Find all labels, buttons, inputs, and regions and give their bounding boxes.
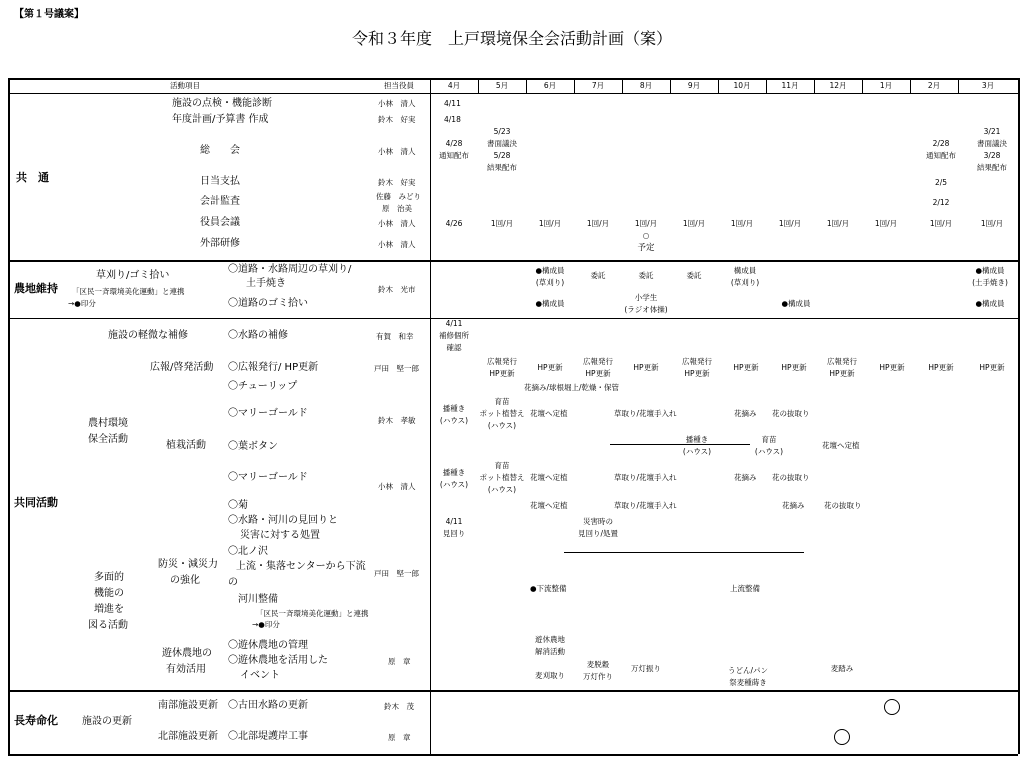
schedule-cell: 結果配布: [977, 163, 1007, 172]
schedule-circle-mark: [884, 699, 900, 715]
disaster-item: 〇水路・河川の見回りと: [228, 515, 338, 526]
schedule-cell: 麦脱穀: [586, 660, 610, 669]
schedule-cell: 3/28: [983, 151, 1001, 160]
farmland-item: 〇道路・水路周辺の草刈り/: [228, 264, 352, 275]
schedule-cell: 麦踏み: [830, 664, 854, 673]
schedule-cell: 播種き: [442, 468, 466, 477]
schedule-cell: 小学生: [634, 293, 658, 302]
schedule-cell: 万灯作り: [583, 672, 613, 681]
planting-subcategory: 植栽活動: [166, 440, 206, 451]
schedule-cell: 1回/月: [634, 219, 658, 228]
schedule-cell: ●構成員: [975, 299, 1005, 308]
longevity-item: 〇古田水路の更新: [228, 700, 308, 711]
schedule-cell: 4/11: [444, 99, 461, 108]
schedule-cell: ●構成員: [535, 299, 565, 308]
schedule-cell: 麦刈取り: [535, 671, 565, 680]
schedule-cell: (ラジオ体操): [624, 305, 668, 314]
repair-category: 施設の軽微な補修: [108, 330, 188, 341]
section-joint: 共同活動: [14, 496, 58, 509]
schedule-cell: HP更新: [633, 363, 659, 372]
schedule-cell: 委託: [590, 271, 606, 280]
schedule-cell: 1回/月: [586, 219, 610, 228]
schedule-cell: 4/11: [445, 517, 463, 526]
common-row-person: 小林 清人: [378, 240, 416, 249]
common-row-person: 佐藤 みどり: [376, 192, 421, 201]
month-header: 10月: [733, 81, 751, 90]
repair-item: 〇水路の補修: [228, 330, 288, 341]
disaster-category: 増進を: [94, 604, 124, 615]
schedule-cell: 遊休農地: [535, 635, 565, 644]
schedule-cell: 花壇へ定植: [530, 473, 568, 482]
schedule-cell: ●構成員: [975, 266, 1005, 275]
schedule-cell: 育苗: [494, 461, 510, 470]
schedule-cell: HP更新: [733, 363, 759, 372]
schedule-cell: 見回り: [442, 529, 466, 538]
schedule-cell: ポット植替え: [479, 473, 525, 482]
schedule-cell: (草刈り): [535, 278, 565, 287]
schedule-cell: HP更新: [781, 363, 807, 372]
farmland-category: 草刈り/ゴミ拾い: [96, 270, 170, 281]
common-row-label: 総 会: [200, 145, 240, 156]
schedule-cell: 3/21: [983, 127, 1001, 136]
schedule-cell: HP更新: [585, 369, 611, 378]
longevity-subcategory: 南部施設更新: [158, 700, 218, 711]
header-activity: 活動項目: [170, 81, 200, 90]
idle-subcategory: 遊休農地の: [162, 648, 212, 659]
schedule-cell: ●下流整備: [530, 584, 567, 593]
schedule-cell: 4/11: [445, 319, 463, 328]
month-header: 3月: [981, 81, 995, 90]
common-row-label: 施設の点検・機能診断: [172, 98, 272, 109]
schedule-cell: 花の抜取り: [824, 501, 862, 510]
disaster-item: 〇北ノ沢: [228, 546, 268, 557]
month-header: 8月: [639, 81, 653, 90]
schedule-cell: (ハウス): [439, 480, 469, 489]
schedule-cell: 構成員: [733, 266, 757, 275]
schedule-cell: HP更新: [537, 363, 563, 372]
schedule-cell: 草取り/花壇手入れ: [614, 409, 677, 418]
common-row-person: 鈴木 好実: [378, 115, 416, 124]
schedule-cell: 播種き: [442, 404, 466, 413]
month-header: 6月: [543, 81, 557, 90]
longevity-item: 〇北部堤護岸工事: [228, 731, 308, 742]
schedule-cell: 1回/月: [730, 219, 754, 228]
common-row-label: 年度計画/予算書 作成: [172, 114, 269, 125]
schedule-cell: 通知配布: [926, 151, 956, 160]
common-row-person: 鈴木 好実: [378, 178, 416, 187]
month-header: 5月: [495, 81, 509, 90]
doc-label: 【第１号議案】: [14, 9, 84, 20]
planting-item: 〇チューリップ: [228, 381, 298, 392]
schedule-cell: 花摘み/球根堀上/乾燥・保管: [524, 383, 620, 392]
schedule-cell: 結果配布: [487, 163, 517, 172]
planting-category: 保全活動: [88, 434, 128, 445]
planting-item: 〇マリーゴールド: [228, 472, 308, 483]
schedule-cell: ●構成員: [781, 299, 811, 308]
disaster-person: 戸田 堅一郎: [374, 569, 419, 578]
section-farmland: 農地維持: [14, 282, 58, 295]
section-longevity: 長寿命化: [14, 714, 58, 727]
month-header: 9月: [687, 81, 701, 90]
schedule-cell: 委託: [686, 271, 702, 280]
idle-subcategory: 有効活用: [166, 664, 206, 675]
disaster-item: 河川整備: [238, 594, 278, 605]
schedule-cell: 書面議決: [977, 139, 1007, 148]
common-row-label: 外部研修: [200, 238, 240, 249]
schedule-cell: 草取り/花壇手入れ: [614, 473, 677, 482]
schedule-cell: ○: [642, 231, 650, 240]
schedule-cell: 2/28: [932, 139, 950, 148]
schedule-cell: 見回り/処置: [577, 529, 619, 538]
schedule-cell: (ハウス): [754, 447, 784, 456]
longevity-person: 原 章: [388, 733, 411, 742]
schedule-cell: HP更新: [979, 363, 1005, 372]
disaster-item: 上流・集落センターから下流: [236, 561, 366, 572]
month-header: 4月: [447, 81, 461, 90]
schedule-cell: 確認: [446, 343, 462, 352]
schedule-cell: 花壇へ定植: [530, 409, 568, 418]
disaster-item: の: [228, 577, 238, 588]
common-row-person: 小林 清人: [378, 219, 416, 228]
schedule-cell: 通知配布: [439, 151, 469, 160]
schedule-cell: ●構成員: [535, 266, 565, 275]
farmland-person: 鈴木 光市: [378, 285, 416, 294]
disaster-note: →●印分: [252, 620, 280, 629]
schedule-cell: (ハウス): [439, 416, 469, 425]
longevity-person: 鈴木 茂: [384, 702, 414, 711]
idle-person: 原 章: [388, 657, 411, 666]
schedule-cell: 花壇へ定植: [822, 441, 860, 450]
schedule-cell: 万灯振り: [631, 664, 661, 673]
common-row-label: 会計監査: [200, 196, 240, 207]
schedule-cell: 広報発行: [583, 357, 613, 366]
schedule-cell: HP更新: [879, 363, 905, 372]
month-header: 12月: [829, 81, 847, 90]
schedule-cell: 災害時の: [583, 517, 613, 526]
month-header: 2月: [927, 81, 941, 90]
schedule-cell: HP更新: [489, 369, 515, 378]
common-row-person: 小林 清人: [378, 147, 416, 156]
schedule-cell: 1回/月: [929, 219, 953, 228]
idle-item: 〇遊休農地を活用した: [228, 655, 328, 666]
common-row-label: 役員会議: [200, 217, 240, 228]
idle-item: 〇遊休農地の管理: [228, 640, 308, 651]
schedule-cell: 4/26: [445, 219, 463, 228]
schedule-cell: 委託: [638, 271, 654, 280]
schedule-cell: (ハウス): [487, 421, 517, 430]
schedule-cell: 1回/月: [980, 219, 1004, 228]
schedule-cell: 4/28: [445, 139, 463, 148]
common-row-label: 日当支払: [200, 176, 240, 187]
farmland-note: 「区民一斉環境美化運動」と連携: [72, 287, 185, 296]
schedule-cell: 花摘み: [734, 409, 757, 418]
schedule-cell: 1回/月: [682, 219, 706, 228]
schedule-cell: HP更新: [829, 369, 855, 378]
planting-category: 農村環境: [88, 418, 128, 429]
longevity-category: 施設の更新: [82, 716, 132, 727]
schedule-cell: 育苗: [494, 397, 510, 406]
pr-person: 戸田 堅一郎: [374, 364, 419, 373]
schedule-cell: 予定: [637, 243, 655, 253]
schedule-cell: 1回/月: [826, 219, 850, 228]
schedule-cell: 補修個所: [439, 331, 469, 340]
schedule-cell: 花壇へ定植: [530, 501, 568, 510]
schedule-cell: 花の抜取り: [772, 473, 810, 482]
schedule-cell: 5/28: [493, 151, 511, 160]
repair-person: 有賀 和幸: [376, 332, 414, 341]
schedule-cell: (ハウス): [682, 447, 712, 456]
schedule-cell: 花摘み: [782, 501, 805, 510]
schedule-cell: 2/5: [934, 178, 948, 187]
schedule-cell: 広報発行: [682, 357, 712, 366]
farmland-item: 〇道路のゴミ拾い: [228, 298, 308, 309]
schedule-cell: 祭麦種蒔き: [729, 678, 767, 687]
schedule-cell: 解消活動: [535, 647, 565, 656]
farmland-note: →●印分: [68, 299, 96, 308]
month-header: 1月: [879, 81, 893, 90]
schedule-cell: HP更新: [928, 363, 954, 372]
schedule-cell: 花の抜取り: [772, 409, 810, 418]
schedule-circle-mark: [834, 729, 850, 745]
disaster-category: 多面的: [94, 572, 124, 583]
planting-item: 〇葉ボタン: [228, 441, 278, 452]
month-header: 7月: [591, 81, 605, 90]
schedule-cell: 1回/月: [874, 219, 898, 228]
pr-item: 〇広報発行/ HP更新: [228, 362, 319, 373]
schedule-cell: 草取り/花壇手入れ: [614, 501, 677, 510]
schedule-cell: 上流整備: [730, 584, 760, 593]
disaster-note: 「区民一斉環境美化運動」と連携: [256, 609, 369, 618]
disaster-subcategory: の強化: [170, 575, 200, 586]
planting-person: 鈴木 孝敏: [378, 416, 416, 425]
schedule-cell: 花摘み: [734, 473, 757, 482]
longevity-subcategory: 北部施設更新: [158, 731, 218, 742]
schedule-cell: ポット植替え: [479, 409, 525, 418]
schedule-cell: 書面議決: [487, 139, 517, 148]
schedule-cell: 育苗: [761, 435, 777, 444]
schedule-cell: 広報発行: [487, 357, 517, 366]
farmland-item: 土手焼き: [246, 278, 286, 289]
schedule-cell: 播種き: [685, 435, 709, 444]
schedule-cell: (土手焼き): [972, 278, 1008, 287]
schedule-cell: 4/18: [444, 115, 461, 124]
month-header: 11月: [781, 81, 799, 90]
idle-item: イベント: [240, 670, 280, 681]
header-person: 担当役員: [384, 81, 414, 90]
schedule-cell: (ハウス): [487, 485, 517, 494]
schedule-cell: 5/23: [493, 127, 511, 136]
page-title: 令和３年度 上戸環境保全会活動計画（案）: [351, 29, 672, 48]
disaster-item: 災害に対する処置: [240, 530, 320, 541]
schedule-cell: うどん/パン: [727, 666, 769, 675]
disaster-category: 図る活動: [88, 620, 128, 631]
common-row-person: 小林 清人: [378, 99, 416, 108]
planting-item: 〇菊: [228, 500, 248, 511]
disaster-subcategory: 防災・減災力: [158, 559, 218, 570]
schedule-cell: 1回/月: [490, 219, 514, 228]
pr-category: 広報/啓発活動: [150, 362, 214, 373]
planting-person: 小林 清人: [378, 482, 416, 491]
schedule-cell: 1回/月: [778, 219, 802, 228]
schedule-cell: (草刈り): [730, 278, 760, 287]
disaster-category: 機能の: [94, 588, 124, 599]
schedule-cell: 1回/月: [538, 219, 562, 228]
schedule-cell: 広報発行: [827, 357, 857, 366]
schedule-cell: 2/12: [932, 198, 950, 207]
schedule-cell: HP更新: [684, 369, 710, 378]
planting-item: 〇マリーゴールド: [228, 408, 308, 419]
common-row-person: 原 治美: [382, 204, 412, 213]
section-common: 共 通: [16, 171, 49, 184]
